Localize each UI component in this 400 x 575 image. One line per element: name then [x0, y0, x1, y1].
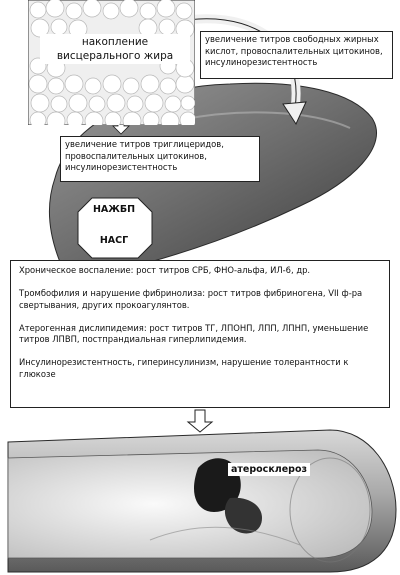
tag-nafld: НАЖБП — [92, 204, 136, 215]
thrombophilia-text: Тромбофилия и нарушение фибринолиза: рост титров фибриногена, VII ф-ра свертывания, других прокоагулянтов. — [19, 288, 363, 310]
insulin-resistance-text: Инсулинорезистентность, гиперинсулинизм, нарушение толерантности к глюкозе — [19, 357, 349, 379]
atherosclerosis-label: атеросклероз — [228, 463, 310, 476]
tag-nash: НАСГ — [99, 235, 129, 246]
consequences-box — [10, 260, 390, 408]
callout-free-fatty-acids: увеличение титров свободных жирных кислот, провоспалительных цитокинов, инсулинорезистентность — [200, 31, 393, 79]
fat-label: накопление висцерального жира — [40, 34, 190, 64]
inflammation-text: Хроническое воспаление: рост титров СРБ, ФНО-альфа, ИЛ-6, др. — [19, 265, 311, 275]
vessel-lumen — [8, 450, 372, 558]
dyslipidemia-text: Атерогенная дислипидемия: рост титров ТГ, ЛПОНП, ЛПП, ЛПНП, уменьшение титров ЛПВП, постпрандиальная гиперлипидемия. — [19, 322, 369, 344]
arrow-down-icon — [188, 410, 212, 432]
callout-triglycerides: увеличение титров триглицеридов, провоспалительных цитокинов, инсулинорезистентность — [60, 136, 260, 182]
